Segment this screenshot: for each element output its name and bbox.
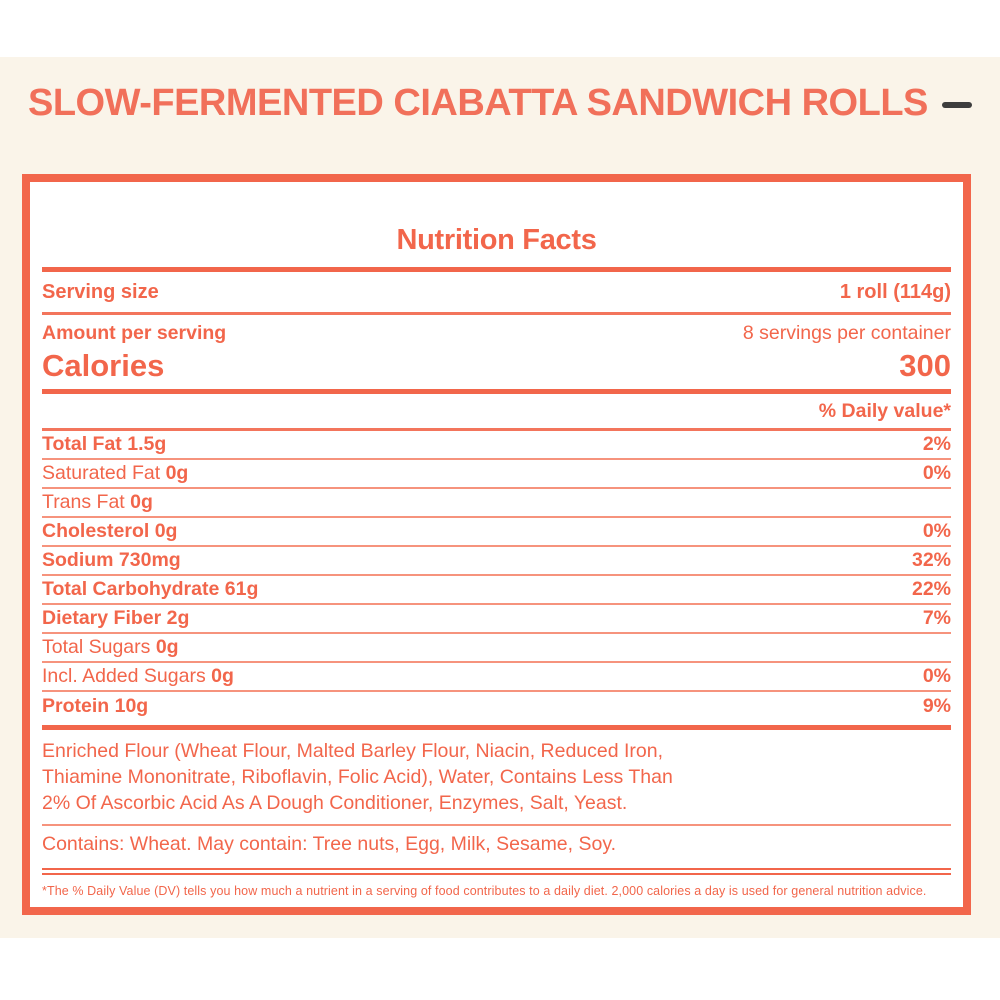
nutrient-percent: 0% xyxy=(922,462,951,484)
calories-value: 300 xyxy=(899,348,951,383)
nutrient-label: Dietary Fiber 2g xyxy=(42,607,190,629)
nutrient-label: Trans Fat 0g xyxy=(42,491,153,513)
nutrient-percent: 2% xyxy=(922,433,951,455)
nutrient-row xyxy=(42,489,951,518)
serving-size-row xyxy=(42,272,951,312)
divider-medium xyxy=(42,312,951,315)
nutrient-row xyxy=(42,431,951,460)
servings-per-container: 8 servings per container xyxy=(742,321,951,344)
section-title: SLOW-FERMENTED CIABATTA SANDWICH ROLLS xyxy=(28,82,928,124)
nutrient-row xyxy=(42,547,951,576)
calories-row xyxy=(42,346,951,386)
nutrient-label: Protein 10g xyxy=(42,695,149,717)
nutrition-facts-panel xyxy=(22,174,971,915)
accordion-header[interactable] xyxy=(28,82,972,125)
ingredients-text xyxy=(42,738,951,816)
serving-size-value: 1 roll (114g) xyxy=(839,280,951,303)
allergens-text: Contains: Wheat. May contain: Tree nuts, Egg, Milk, Sesame, Soy. xyxy=(42,832,617,855)
ingredients-line: Thiamine Mononitrate, Riboflavin, Folic Acid), Water, Contains Less Than xyxy=(42,766,673,788)
amount-per-serving-label: Amount per serving xyxy=(42,321,227,344)
nutrient-rows xyxy=(42,431,951,721)
divider-double xyxy=(42,868,951,875)
nutrient-percent: 0% xyxy=(922,520,951,542)
allergens-row xyxy=(42,826,951,862)
nutrient-label: Saturated Fat 0g xyxy=(42,462,189,484)
collapse-minus-icon[interactable] xyxy=(942,102,972,108)
nutrient-row xyxy=(42,634,951,663)
daily-value-header: % Daily value* xyxy=(818,399,951,422)
nutrient-label: Total Fat 1.5g xyxy=(42,433,167,455)
nutrient-percent: 9% xyxy=(922,695,951,717)
nutrient-row xyxy=(42,576,951,605)
nutrient-row xyxy=(42,460,951,489)
nutrient-percent: 32% xyxy=(911,549,951,571)
ingredients-line: Enriched Flour (Wheat Flour, Malted Barley Flour, Niacin, Reduced Iron, xyxy=(42,740,664,762)
divider-thick xyxy=(42,725,951,730)
nutrient-label: Cholesterol 0g xyxy=(42,520,178,542)
daily-value-header-row xyxy=(42,394,951,428)
nutrient-row xyxy=(42,663,951,692)
serving-size-label: Serving size xyxy=(42,280,159,303)
nutrient-label: Sodium 730mg xyxy=(42,549,181,571)
nutrition-facts-title: Nutrition Facts xyxy=(396,224,597,256)
nutrient-label: Total Carbohydrate 61g xyxy=(42,578,259,600)
amount-per-serving-row xyxy=(42,320,951,346)
nutrient-row xyxy=(42,605,951,634)
ingredients-line: 2% Of Ascorbic Acid As A Dough Conditioner, Enzymes, Salt, Yeast. xyxy=(42,792,628,814)
nutrient-row xyxy=(42,518,951,547)
nutrient-label: Total Sugars 0g xyxy=(42,636,179,658)
nutrient-percent: 22% xyxy=(911,578,951,600)
nutrient-row xyxy=(42,692,951,721)
calories-label: Calories xyxy=(42,348,165,383)
daily-value-footnote: *The % Daily Value (DV) tells you how much a nutrient in a serving of food contributes to a daily diet. 2,000 calories a day is used for general nutrition advice. xyxy=(42,884,927,898)
nutrient-percent: 7% xyxy=(922,607,951,629)
nutrient-percent: 0% xyxy=(922,665,951,687)
nutrient-label: Incl. Added Sugars 0g xyxy=(42,665,234,687)
